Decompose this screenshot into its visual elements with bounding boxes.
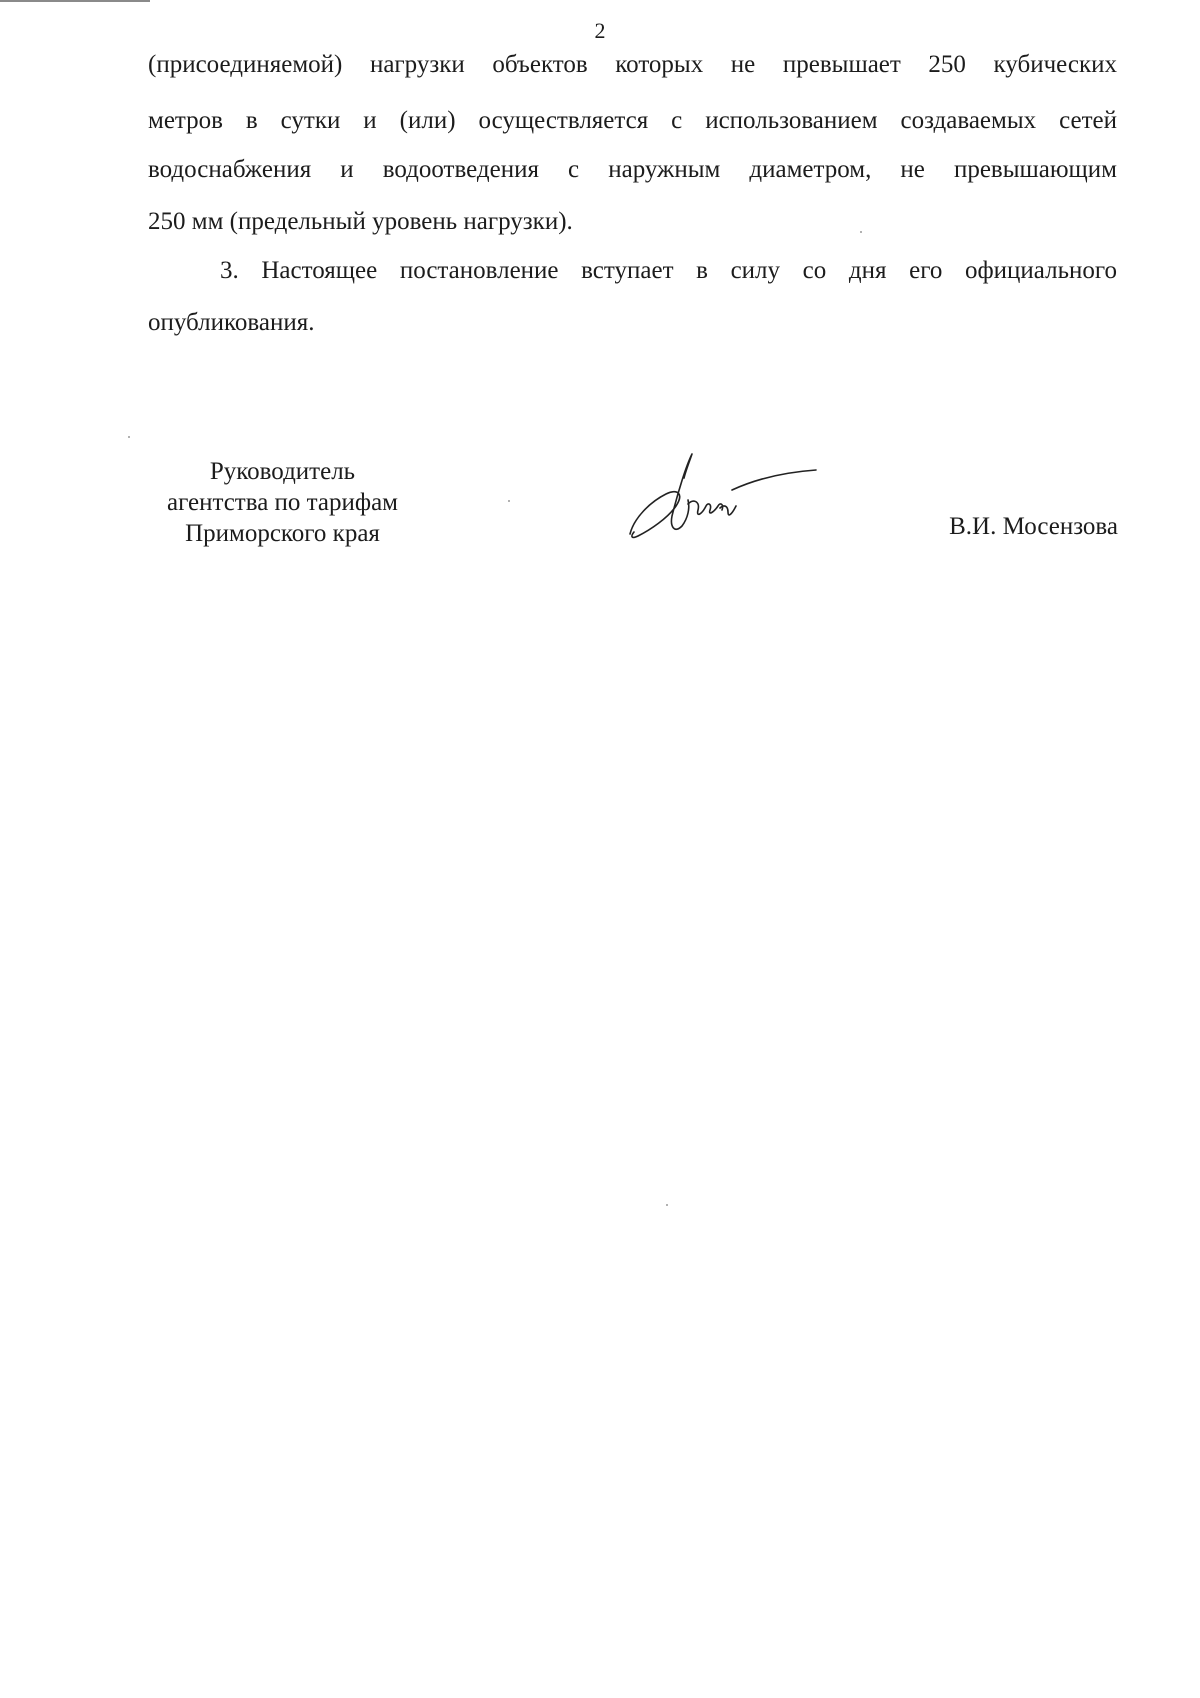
position-line-3: Приморского края [185, 520, 380, 547]
scan-speck [666, 1204, 668, 1206]
paragraph-2-line-2: опубликования. [148, 309, 315, 336]
handwritten-signature [628, 448, 818, 548]
paragraph-2-line-1: 3. Настоящее постановление вступает в силу со дня его официального [220, 257, 1117, 284]
scan-speck [860, 231, 862, 233]
page-number: 2 [594, 18, 606, 43]
paragraph-1-line-3: водоснабжения и водоотведения с наружным диаметром, не превышающим [148, 156, 1117, 183]
scan-speck [128, 436, 130, 438]
position-line-1: Руководитель [209, 458, 356, 485]
paragraph-1-line-1: (присоединяемой) нагрузки объектов которых не превышает 250 кубических [148, 51, 1117, 78]
scan-speck [508, 500, 510, 502]
signatory-position [140, 456, 425, 549]
signer-name: В.И. Мосензова [949, 513, 1118, 540]
scan-edge-line [0, 0, 150, 2]
paragraph-1-line-4: 250 мм (предельный уровень нагрузки). [148, 208, 573, 235]
position-line-2: агентства по тарифам [166, 489, 399, 516]
paragraph-1-line-2: метров в сутки и (или) осуществляется с использованием создаваемых сетей [148, 107, 1117, 134]
